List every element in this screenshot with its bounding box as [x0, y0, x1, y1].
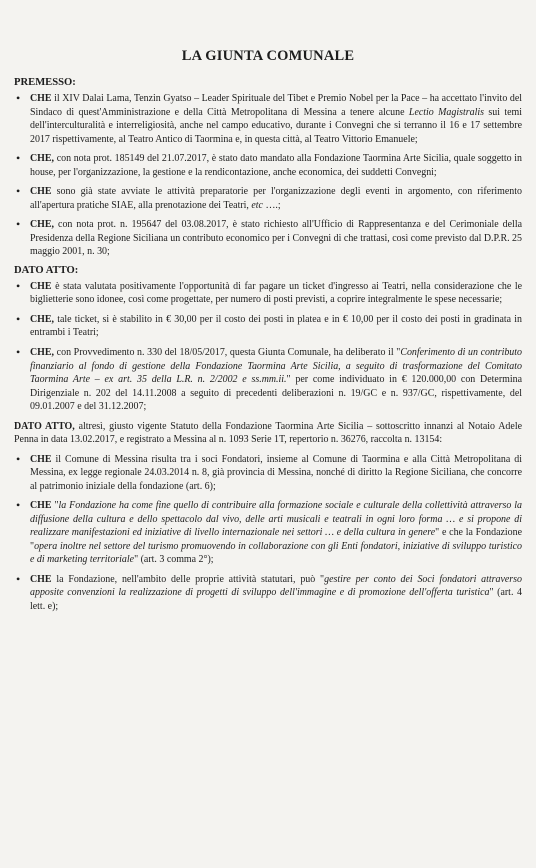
bullet-icon: •	[16, 278, 21, 293]
premesso-heading: PREMESSO:	[14, 77, 76, 88]
list-item: • CHE, con Provvedimento n. 330 del 18/05/2017, questa Giunta Comunale, ha deliberato il "Conferimento di un contributo finanziario al fondo di gestione della Fondazione Taormina Arte Sicilia, a seguito di trasformazione del Comitato Taormina Arte – ex art. 35 della L.R. n. 2/2002 e ss.mm.ii." per come individuato in € 120.000,00 con Determina Dirigenziale n. 202 del 14.11.2008 a seguito di precedenti deliberazioni n. 19/GC e n. 937/GC, rispettivamente, del 09.01.2007 e del 31.12.2007;	[16, 344, 522, 413]
bullet-icon: •	[16, 217, 21, 232]
bullet-icon: •	[16, 151, 21, 166]
list-item: • CHE, con nota prot. 185149 del 21.07.2017, è stato dato mandato alla Fondazione Taormina Arte Sicilia, quale soggetto in house, per l'organizzazione, la gestione e la rendicontazione, anche economica, dei suddetti Convegni;	[16, 151, 522, 178]
bullet-icon: •	[16, 311, 21, 326]
document-title: LA GIUNTA COMUNALE	[181, 48, 355, 64]
list-item: • CHE sono già state avviate le attività preparatorie per l'organizzazione degli eventi in argomento, con riferimento all'apertura pratiche SIAE, alla prenotazione dei Teatri, etc ….;	[16, 184, 522, 211]
bullet-icon: •	[16, 184, 21, 199]
list-item: • CHE "la Fondazione ha come fine quello di contribuire alla formazione sociale e culturale della collettività attraverso la diffusione della cultura e dello spettacolo dal vivo, delle arti musicali e teatrali in ogni loro forma … e si propone di realizzare manifestazioni ed iniziative di livello internazionale nei settori … e della cultura in genere" e che la Fondazione "opera inoltre nel settore del turismo promuovendo in collaborazione con gli Enti fondatori, iniziative di sviluppo turistico e di marketing territoriale" (art. 3 comma 2°);	[16, 498, 523, 566]
list-item: • CHE, tale ticket, si è stabilito in € 30,00 per il costo dei posti in platea e in € 10,00 per il costo dei posti in gradinata in entrambi i Teatri;	[16, 311, 522, 339]
premesso-list	[14, 92, 522, 259]
list-item: • CHE il XIV Dalai Lama, Tenzin Gyatso – Leader Spirituale del Tibet e Premio Nobel per la Pace – ha accettato l'invito del Sindaco di quest'Amministrazione e della Città Metropolitana di Messina a tenere alcune Lectio Magistralis sui temi dell'interculturalità e interreligiosità, anche nel campo educativo, durante i Convegni che si terranno il 16 e 17 settembre 2017 rispettivamente, al Teatro Antico di Taormina e, in questa città, al Teatro Vittorio Emanuele;	[16, 91, 523, 145]
bullet-icon: •	[16, 344, 21, 359]
bullet-icon: •	[16, 571, 21, 586]
statuto-list	[14, 453, 522, 614]
list-item: • CHE, con nota prot. n. 195647 del 03.08.2017, è stato richiesto all'Ufficio di Rappresentanza e del Cerimoniale della Presidenza della Regione Siciliana un contributo economico per i Convegni di che trattasi, così come previsto dal D.P.R. 25 maggio 2001, n. 30;	[16, 217, 522, 258]
list-item: • CHE il Comune di Messina risulta tra i soci Fondatori, insieme al Comune di Taormina e alla Città Metropolitana di Messina, ex legge regionale 24.03.2014 n. 8, già provincia di Messina, nonché di diritto la Regione Siciliana, che concorre al patrimonio iniziale della fondazione (art. 6);	[16, 451, 522, 492]
list-item: • CHE è stata valutata positivamente l'opportunità di far pagare un ticket d'ingresso ai Teatri, nella considerazione che le biglietterie sono idonee, così come progettate, per numero di posti previsti, a coprire integralmente le spese necessarie;	[16, 278, 522, 306]
bullet-icon: •	[16, 91, 21, 105]
dato-atto-list	[14, 280, 522, 414]
dato-atto-altresi-paragraph: DATO ATTO, altresì, giusto vigente Statuto della Fondazione Taormina Arte Sicilia – sottoscritto innanzi al Notaio Adele Penna in data 13.02.2017, e registrato a Messina al n. 1093 Serie 1T, repertorio n. 36276, raccolta n. 13154:	[14, 420, 522, 446]
bullet-icon: •	[16, 451, 21, 466]
bullet-icon: •	[16, 498, 21, 513]
dato-atto-heading: DATO ATTO:	[14, 264, 79, 276]
list-item: • CHE la Fondazione, nell'ambito delle proprie attività statutari, può "gestire per conto dei Soci fondatori attraverso apposite convenzioni la realizzazione di progetti di sviluppo dell'immagine e di promozione dell'offerta turistica" (art. 4 lett. e);	[16, 571, 522, 612]
